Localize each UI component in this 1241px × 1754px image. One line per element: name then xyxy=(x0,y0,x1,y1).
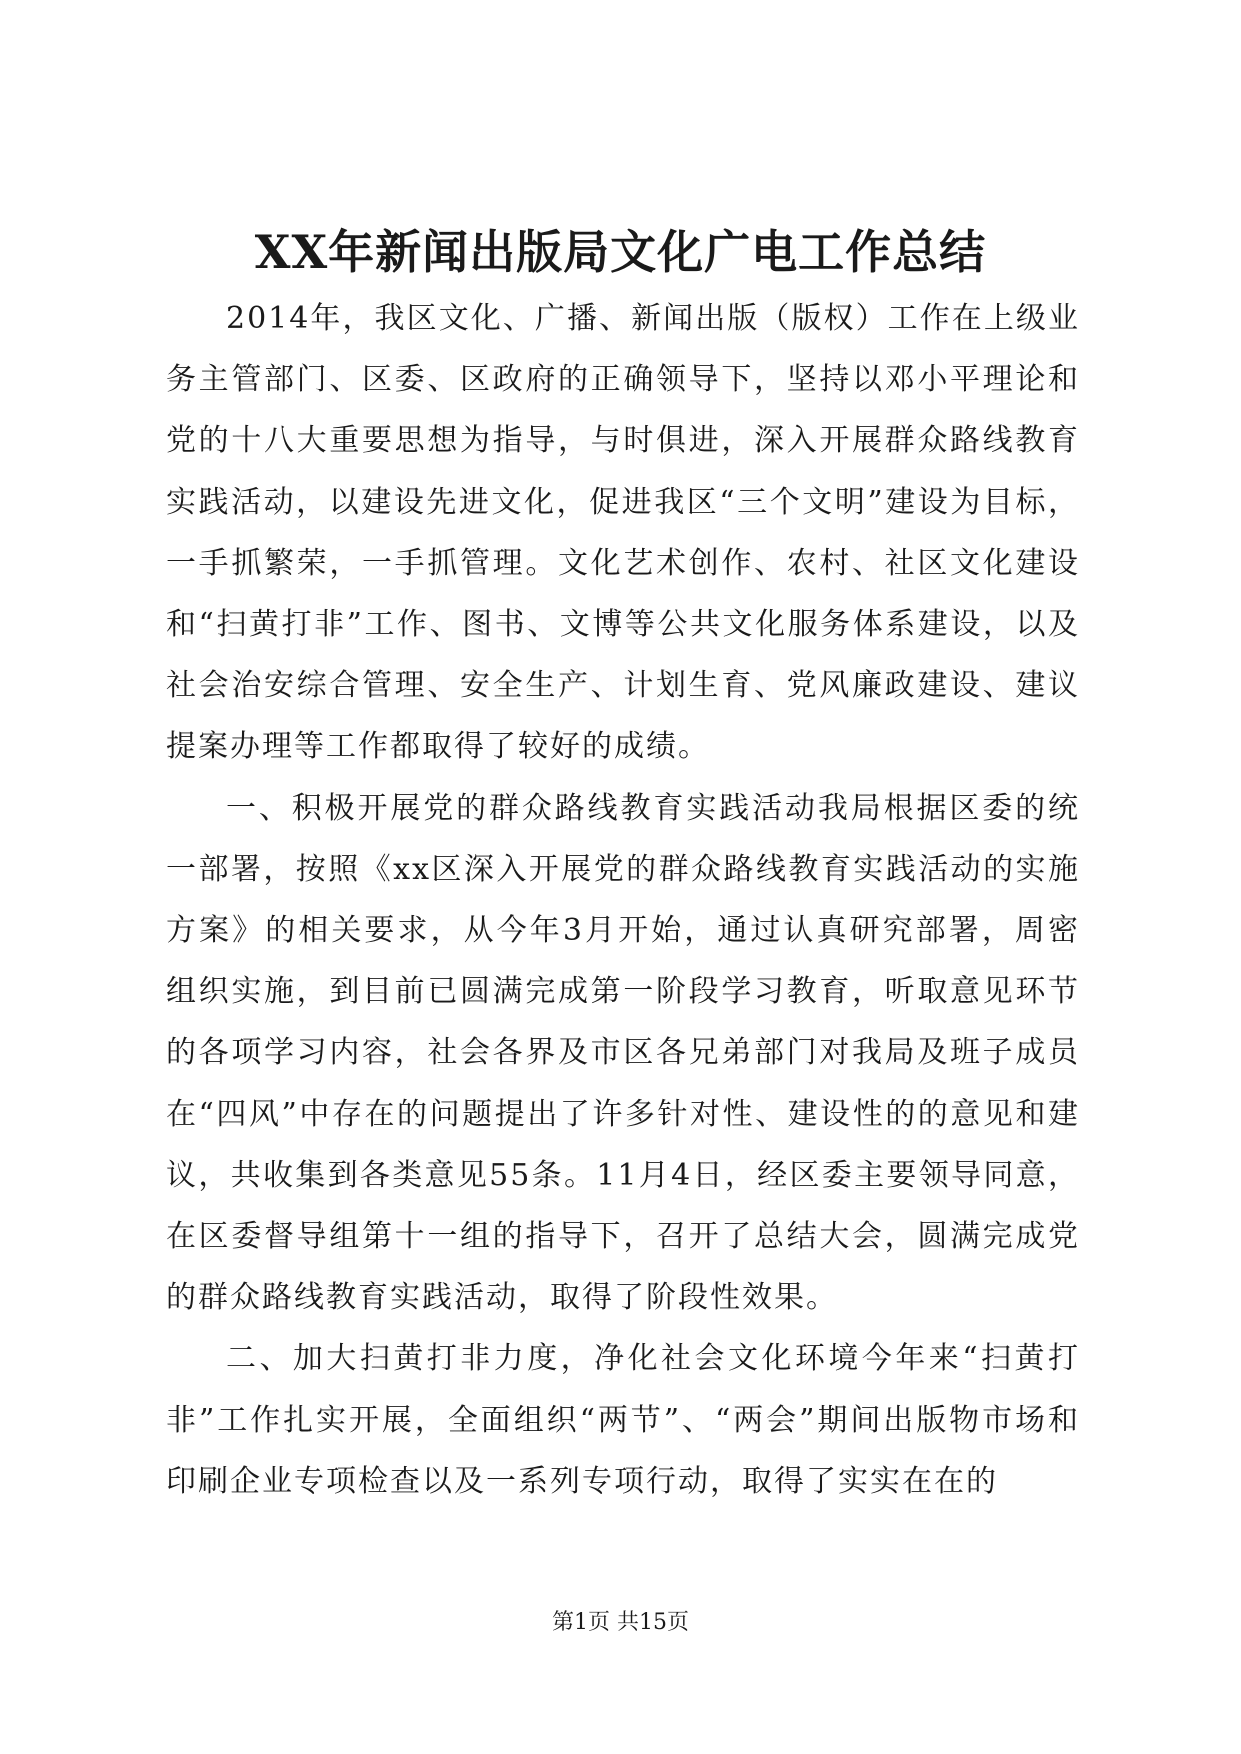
section-two-paragraph: 二、加大扫黄打非力度，净化社会文化环境今年来“扫黄打非”工作扎实开展，全面组织“两节”、“两会”期间出版物市场和印刷企业专项检查以及一系列专项行动，取得了实实在在的 xyxy=(166,1341,1080,1499)
intro-paragraph: 2014年，我区文化、广播、新闻出版（版权）工作在上级业务主管部门、区委、区政府的正确领导下，坚持以邓小平理论和党的十八大重要思想为指导，与时俱进，深入开展群众路线教育实践活动，以建设先进文化，促进我区“三个文明”建设为目标，一手抓繁荣，一手抓管理。文化艺术创作、农村、社区文化建设和“扫黄打非”工作、图书、文博等公共文化服务体系建设，以及社会治安综合管理、安全生产、计划生育、党风廉政建设、建议提案办理等工作都取得了较好的成绩。 xyxy=(166,301,1080,765)
page-footer: 第1页 共15页 xyxy=(552,1610,689,1635)
section-one-paragraph: 一、积极开展党的群众路线教育实践活动我局根据区委的统一部署，按照《xx区深入开展党的群众路线教育实践活动的实施方案》的相关要求，从今年3月开始，通过认真研究部署，周密组织实施，到目前已圆满完成第一阶段学习教育，听取意见环节的各项学习内容，社会各界及市区各兄弟部门对我局及班子成员在“四风”中存在的问题提出了许多针对性、建设性的的意见和建议，共收集到各类意见55条。11月4日，经区委主要领导同意，在区委督导组第十一组的指导下，召开了总结大会，圆满完成党的群众路线教育实践活动，取得了阶段性效果。 xyxy=(166,790,1080,1316)
document-title: XX年新闻出版局文化广电工作总结 xyxy=(254,225,987,279)
document-body xyxy=(166,288,1080,1512)
